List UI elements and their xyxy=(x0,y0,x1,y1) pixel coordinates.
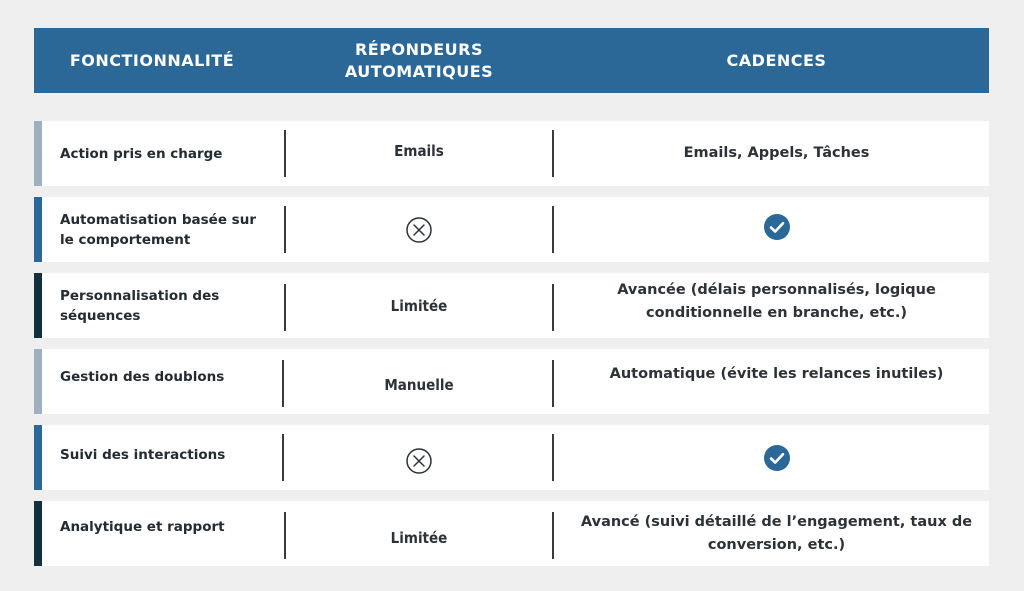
cadences-cell xyxy=(554,425,999,490)
row-accent-bar xyxy=(34,121,42,186)
header-cadences: CADENCES xyxy=(726,50,827,70)
feature-label: Automatisation basée sur le comportement xyxy=(60,211,256,248)
row-accent-bar xyxy=(34,349,42,414)
table-row xyxy=(34,197,989,262)
check-circle-icon xyxy=(763,444,791,472)
row-accent-bar xyxy=(34,197,42,262)
cadences-cell xyxy=(554,197,999,262)
column-divider xyxy=(282,360,284,407)
row-accent-bar xyxy=(34,273,42,338)
repondeurs-cell xyxy=(286,197,552,262)
header-repondeurs-line2: AUTOMATIQUES xyxy=(344,61,494,81)
feature-label: Personnalisation des séquences xyxy=(60,287,220,324)
feature-label: Gestion des doublons xyxy=(60,368,225,385)
x-circle-icon xyxy=(405,216,433,244)
repondeurs-value: Limitée xyxy=(390,296,448,315)
table-row xyxy=(34,501,989,566)
cadences-value: Avancé (suivi détaillé de l’engagement, taux de conversion, etc.) xyxy=(580,513,973,553)
feature-label: Analytique et rapport xyxy=(60,518,225,535)
header-feature: FONCTIONNALITÉ xyxy=(69,50,235,70)
repondeurs-value: Emails xyxy=(394,141,444,160)
header-repondeurs xyxy=(324,28,514,93)
header-repondeurs-line1: RÉPONDEURS xyxy=(354,39,483,59)
cadences-value: Avancée (délais personnalisés, logique conditionnelle en branche, etc.) xyxy=(617,281,936,321)
table-header xyxy=(34,28,989,93)
repondeurs-cell xyxy=(286,425,552,490)
x-circle-icon xyxy=(405,447,433,475)
table-row xyxy=(34,349,989,414)
feature-label: Suivi des interactions xyxy=(60,446,226,463)
feature-label: Action pris en charge xyxy=(60,145,223,162)
row-accent-bar xyxy=(34,501,42,566)
check-circle-icon xyxy=(763,213,791,241)
table-row xyxy=(34,425,989,490)
cadences-value: Automatique (évite les relances inutiles) xyxy=(609,366,944,382)
repondeurs-value: Manuelle xyxy=(384,375,454,394)
row-accent-bar xyxy=(34,425,42,490)
cadences-value: Emails, Appels, Tâches xyxy=(683,145,870,161)
repondeurs-value: Limitée xyxy=(390,528,448,547)
table-row xyxy=(34,273,989,338)
table-row xyxy=(34,121,989,186)
column-divider xyxy=(282,434,284,481)
